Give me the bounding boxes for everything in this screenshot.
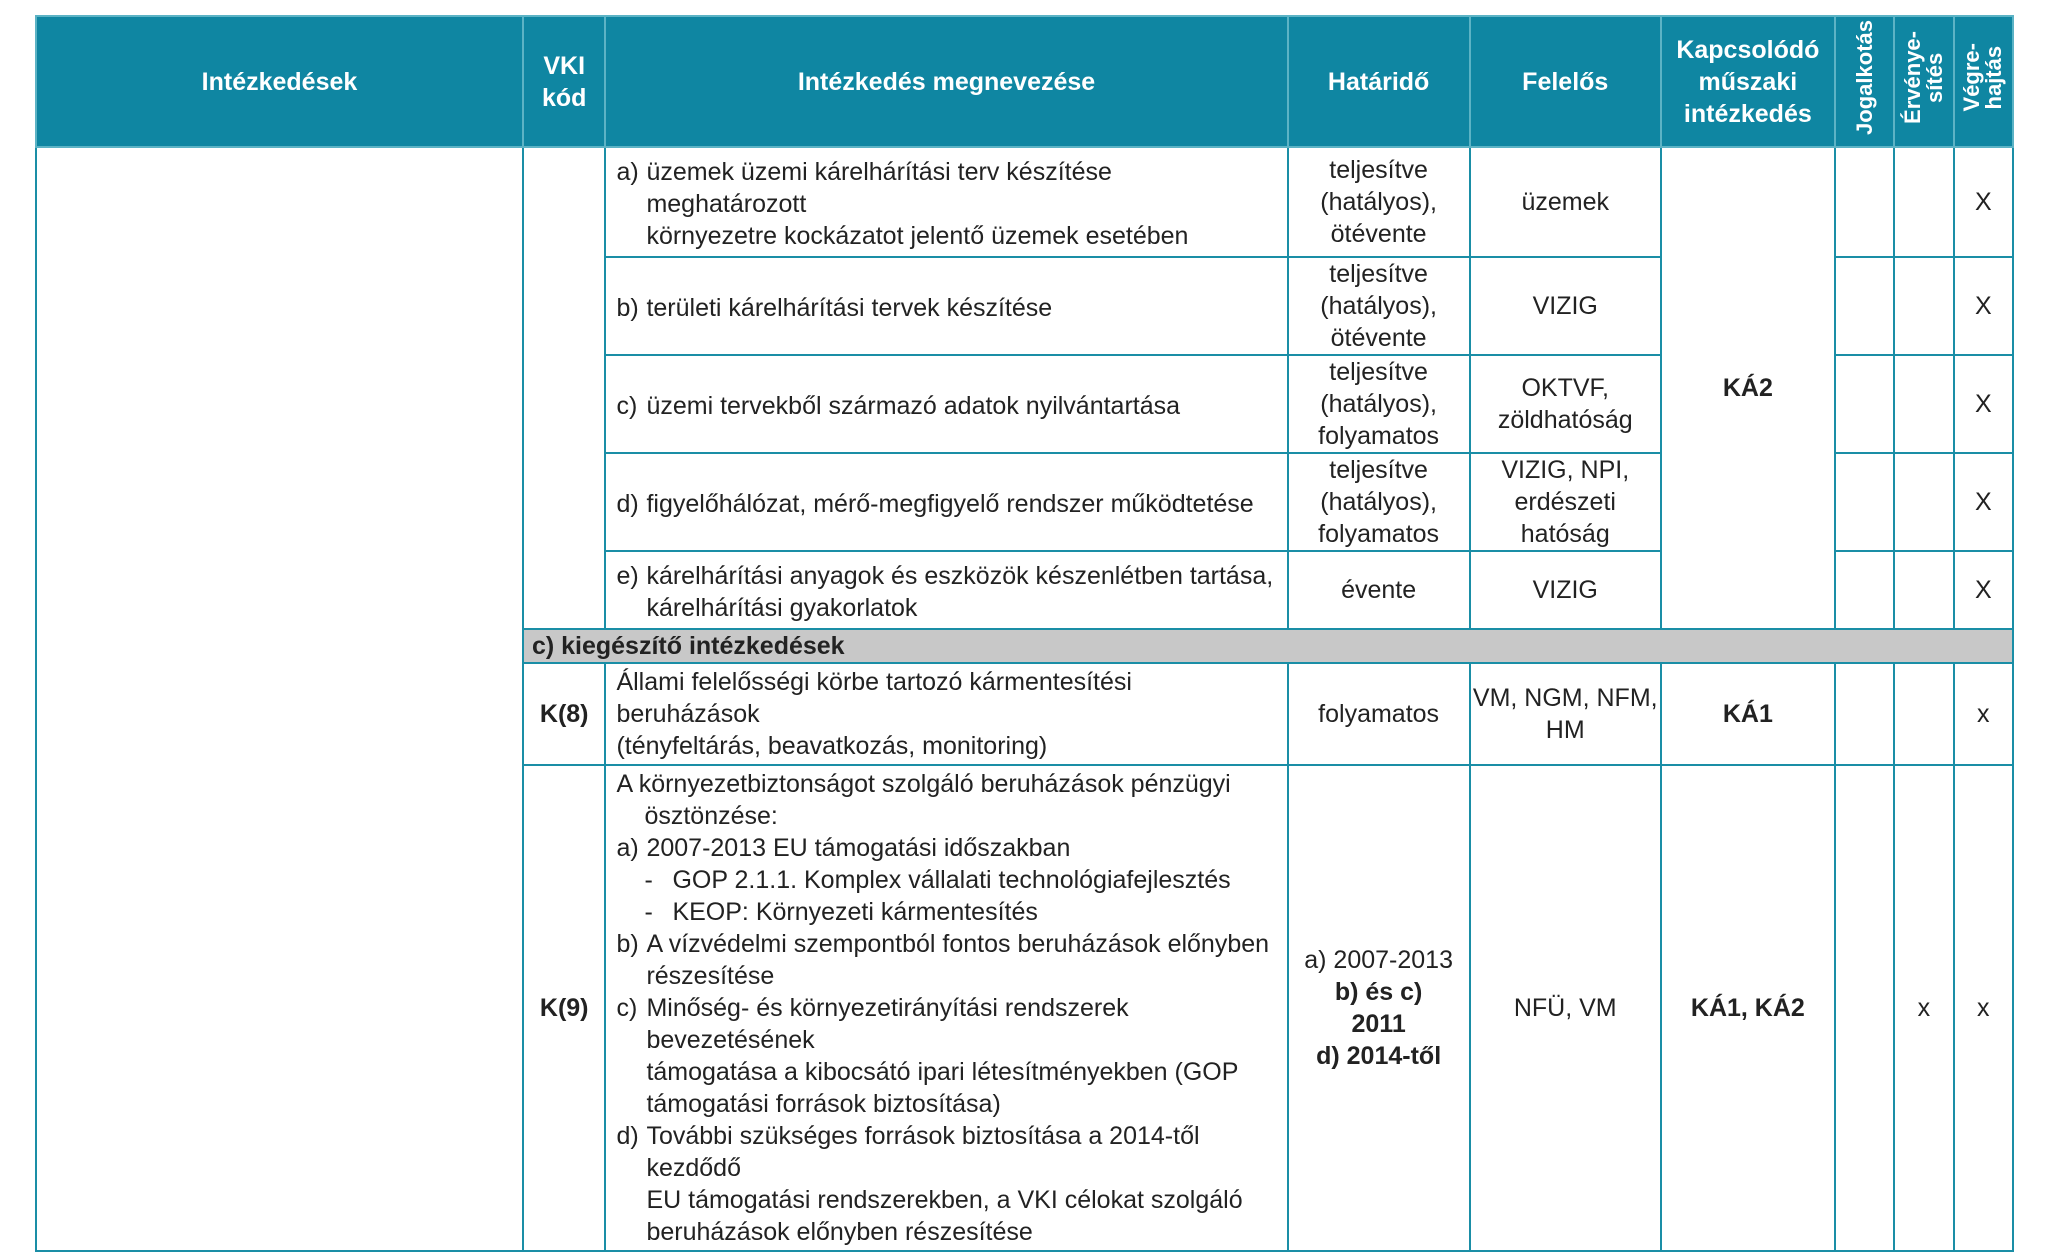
ervenyesites-cell bbox=[1894, 551, 1953, 629]
deadline-cell: teljesítve (hatályos), folyamatos bbox=[1288, 453, 1470, 551]
intezkedesek-cell bbox=[36, 147, 523, 1251]
jogalkotas-cell bbox=[1835, 257, 1894, 355]
col-header-ervenyesites: Érvénye- sítés bbox=[1894, 16, 1953, 147]
ervenyesites-cell bbox=[1894, 147, 1953, 257]
measure-cell: a) üzemek üzemi kárelhárítási terv készítése meghatározott környezetre kockázatot jelentő üzemek esetében bbox=[605, 147, 1287, 257]
jogalkotas-cell bbox=[1835, 765, 1894, 1251]
jogalkotas-cell bbox=[1835, 551, 1894, 629]
jogalkotas-cell bbox=[1835, 355, 1894, 453]
deadline-cell: folyamatos bbox=[1288, 663, 1470, 765]
jogalkotas-cell bbox=[1835, 147, 1894, 257]
deadline-cell: teljesítve (hatályos), ötévente bbox=[1288, 257, 1470, 355]
responsible-cell: NFÜ, VM bbox=[1470, 765, 1661, 1251]
measure-cell: c) üzemi tervekből származó adatok nyilvántartása bbox=[605, 355, 1287, 453]
deadline-cell: évente bbox=[1288, 551, 1470, 629]
col-header-intezkedesek: Intézkedések bbox=[36, 16, 523, 147]
vegrehajtas-cell: X bbox=[1954, 453, 2013, 551]
measures-table bbox=[35, 15, 2014, 1252]
deadline-cell: a) 2007-2013 b) és c) 2011 d) 2014-től bbox=[1288, 765, 1470, 1251]
ervenyesites-cell bbox=[1894, 355, 1953, 453]
col-header-hatarido: Határidő bbox=[1288, 16, 1470, 147]
section-title: c) kiegészítő intézkedések bbox=[523, 629, 2013, 663]
vegrehajtas-cell: X bbox=[1954, 355, 2013, 453]
ervenyesites-cell: x bbox=[1894, 765, 1953, 1251]
col-header-vki-kod: VKI kód bbox=[523, 16, 606, 147]
responsible-cell: VIZIG, NPI, erdészeti hatóság bbox=[1470, 453, 1661, 551]
vki-code-cell: K(8) bbox=[523, 663, 606, 765]
ervenyesites-cell bbox=[1894, 453, 1953, 551]
col-header-felelos: Felelős bbox=[1470, 16, 1661, 147]
jogalkotas-cell bbox=[1835, 663, 1894, 765]
responsible-cell: üzemek bbox=[1470, 147, 1661, 257]
vki-code-cell bbox=[523, 147, 606, 629]
responsible-cell: VIZIG bbox=[1470, 551, 1661, 629]
responsible-cell: VM, NGM, NFM, HM bbox=[1470, 663, 1661, 765]
measure-cell: d) figyelőhálózat, mérő-megfigyelő rendszer működtetése bbox=[605, 453, 1287, 551]
measure-cell: A környezetbiztonságot szolgáló beruházások pénzügyi ösztönzése: a) 2007-2013 EU támogatási időszakban - GOP 2.1.1. Komplex vállalati technológiafejlesztés - KEOP: Környezeti kármentesítés b) A vízvédelmi szempontból fontos beruházások előnyben részesítése c) Minőség- és környezetirányítási rendszerek bevezetésének támogatása a kibocsátó ipari létesítményekben (GOP támogatási források biztosítása) d) További szükséges források biztosítása a 2014-től kezdődő EU támogatási rendszerekben, a VKI célokat szolgáló beruházások előnyben részesítése bbox=[605, 765, 1287, 1251]
vegrehajtas-cell: X bbox=[1954, 257, 2013, 355]
related-measure-cell: KÁ2 bbox=[1661, 147, 1835, 629]
measure-cell: Állami felelősségi körbe tartozó kármentesítési beruházások (tényfeltárás, beavatkozás, monitoring) bbox=[605, 663, 1287, 765]
vegrehajtas-cell: X bbox=[1954, 551, 2013, 629]
measure-cell: e) kárelhárítási anyagok és eszközök készenlétben tartása, kárelhárítási gyakorlatok bbox=[605, 551, 1287, 629]
jogalkotas-cell bbox=[1835, 453, 1894, 551]
related-measure-cell: KÁ1 bbox=[1661, 663, 1835, 765]
vki-code-cell: K(9) bbox=[523, 765, 606, 1251]
vegrehajtas-cell: x bbox=[1954, 663, 2013, 765]
ervenyesites-cell bbox=[1894, 663, 1953, 765]
responsible-cell: VIZIG bbox=[1470, 257, 1661, 355]
responsible-cell: OKTVF, zöldhatóság bbox=[1470, 355, 1661, 453]
deadline-cell: teljesítve (hatályos), folyamatos bbox=[1288, 355, 1470, 453]
measure-cell: b) területi kárelhárítási tervek készítése bbox=[605, 257, 1287, 355]
vegrehajtas-cell: X bbox=[1954, 147, 2013, 257]
table-row bbox=[36, 147, 2013, 257]
col-header-megnevezes: Intézkedés megnevezése bbox=[605, 16, 1287, 147]
col-header-kapcsolodo: Kapcsolódó műszaki intézkedés bbox=[1661, 16, 1835, 147]
ervenyesites-cell bbox=[1894, 257, 1953, 355]
col-header-jogalkotas: Jogalkotás bbox=[1835, 16, 1894, 147]
col-header-vegrehajtas: Végre- hajtás bbox=[1954, 16, 2013, 147]
vegrehajtas-cell: x bbox=[1954, 765, 2013, 1251]
deadline-cell: teljesítve (hatályos), ötévente bbox=[1288, 147, 1470, 257]
related-measure-cell: KÁ1, KÁ2 bbox=[1661, 765, 1835, 1251]
